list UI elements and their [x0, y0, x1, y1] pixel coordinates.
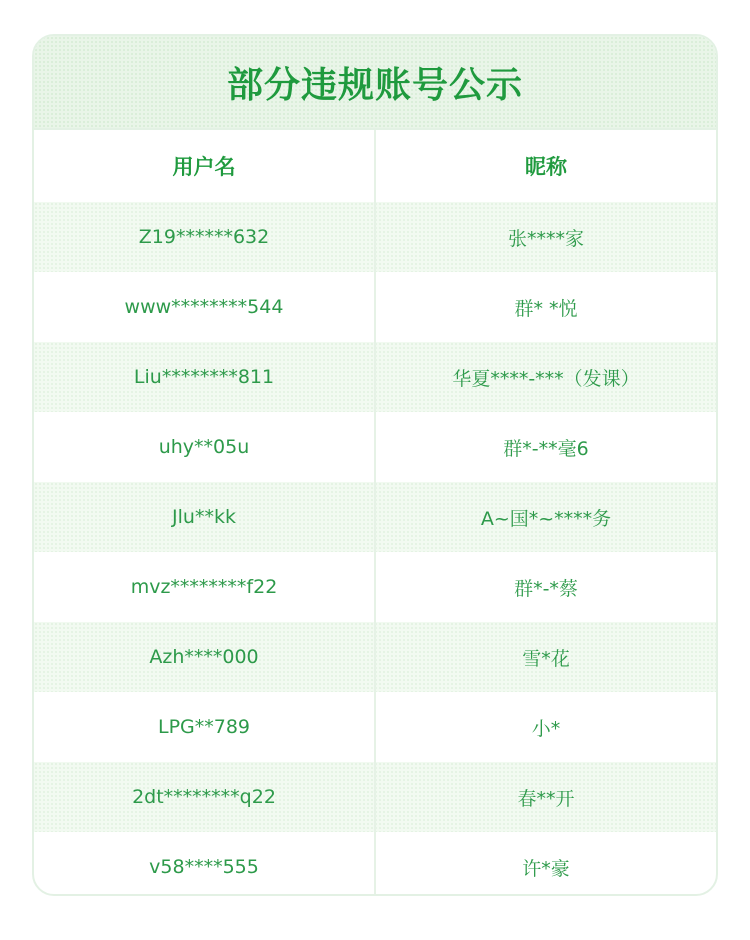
table-row [34, 272, 716, 342]
table-row [34, 832, 716, 896]
column-header-username: 用户名 [34, 130, 376, 202]
accounts-table [34, 130, 716, 896]
nickname-cell: 许*豪 [522, 857, 570, 880]
table-row [34, 482, 716, 552]
nickname-cell: 群*-**毫6 [503, 437, 589, 460]
column-header-nickname: 昵称 [525, 155, 567, 179]
nickname-cell: 春**开 [517, 787, 575, 810]
username-cell: uhy**05u [34, 412, 376, 482]
username-cell: mvz********f22 [34, 552, 376, 622]
username-cell: Z19******632 [34, 202, 376, 272]
username-cell: LPG**789 [34, 692, 376, 762]
nickname-cell: 雪*花 [522, 647, 570, 670]
nickname-cell: 张****家 [507, 227, 584, 250]
table-row [34, 622, 716, 692]
username-cell: 2dt********q22 [34, 762, 376, 832]
username-cell: Jlu**kk [34, 482, 376, 552]
violation-card [32, 34, 718, 896]
username-cell: v58****555 [34, 832, 376, 896]
table-row [34, 202, 716, 272]
username-cell: Azh****000 [34, 622, 376, 692]
table-row [34, 762, 716, 832]
nickname-cell: 群* *悦 [514, 297, 578, 320]
table-header [34, 130, 716, 202]
username-cell: www********544 [34, 272, 376, 342]
table-row [34, 692, 716, 762]
nickname-cell: 群*-*蔡 [514, 577, 578, 600]
title-bar [34, 36, 716, 130]
table-row [34, 412, 716, 482]
table-row [34, 342, 716, 412]
nickname-cell: 小* [531, 717, 561, 740]
nickname-cell: 华夏****-***（发课） [452, 367, 640, 390]
table-row [34, 552, 716, 622]
username-cell: Liu********811 [34, 342, 376, 412]
page-title: 部分违规账号公示 [226, 64, 523, 106]
nickname-cell: A~国*~****务 [480, 507, 612, 530]
